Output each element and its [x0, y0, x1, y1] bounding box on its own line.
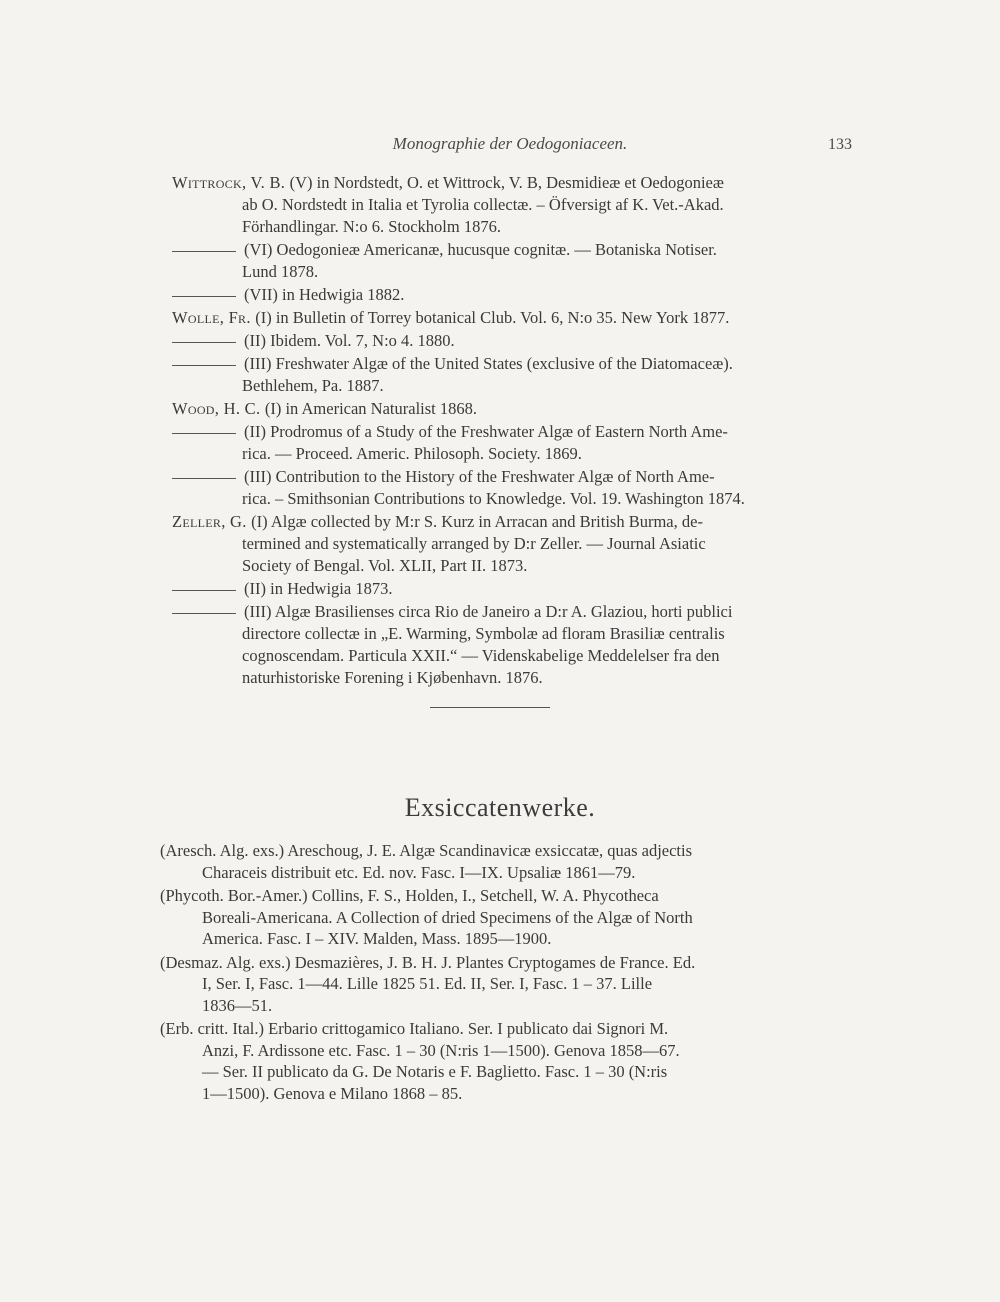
- running-title: Monographie der Oedogoniaceen.: [392, 134, 628, 153]
- reference-entry: [172, 172, 852, 238]
- reference-text: (VI) Oedogonieæ Americanæ, hucusque cognitæ. — Botaniska Notiser.: [244, 240, 717, 259]
- bibliography-list: [172, 172, 852, 690]
- reference-first-line: [172, 511, 852, 533]
- reference-first-line: [172, 398, 852, 420]
- reference-author: Zeller, G.: [172, 512, 252, 531]
- exsiccata-continuation: America. Fasc. I – XIV. Malden, Mass. 1895—1900.: [202, 929, 552, 948]
- page-number: 133: [828, 136, 852, 153]
- exsiccata-first-line: (Phycoth. Bor.-Amer.) Collins, F. S., Holden, I., Setchell, W. A. Phycotheca: [160, 886, 659, 905]
- reference-entry: [172, 578, 852, 600]
- reference-first-line: [172, 239, 852, 261]
- exsiccata-entry: [160, 885, 840, 950]
- exsiccata-first-line: (Aresch. Alg. exs.) Areschoug, J. E. Algæ Scandinavicæ exsiccatæ, quas adjectis: [160, 841, 693, 860]
- exsiccata-continuation: Anzi, F. Ardissone etc. Fasc. 1 – 30 (N:ris 1—1500). Genova 1858—67.: [202, 1040, 680, 1060]
- reference-text: (II) Ibidem. Vol. 7, N:o 4. 1880.: [244, 331, 455, 350]
- exsiccata-first-line: (Erb. critt. Ital.) Erbario crittogamico Italiano. Ser. I publicato dai Signori M.: [160, 1019, 669, 1038]
- reference-entry: [172, 511, 852, 577]
- reference-continuation: cognoscendam. Particula XXII.“ — Videnskabelige Meddelelser fra den: [242, 646, 720, 665]
- reference-author: Wittrock, V. B.: [172, 173, 290, 192]
- reference-continuation: Bethlehem, Pa. 1887.: [242, 376, 384, 395]
- reference-text: (II) Prodromus of a Study of the Freshwater Algæ of Eastern North Ame-: [244, 422, 728, 441]
- reference-text: (I) Algæ collected by M:r S. Kurz in Arracan and British Burma, de-: [251, 512, 703, 531]
- reference-first-line: [172, 330, 852, 352]
- reference-entry: [172, 330, 852, 352]
- section-divider: [430, 707, 550, 708]
- reference-continuation: Lund 1878.: [242, 262, 319, 281]
- reference-text: (III) Freshwater Algæ of the United States (exclusive of the Diatomaceæ).: [244, 354, 733, 373]
- reference-text: (I) in Bulletin of Torrey botanical Club. Vol. 6, N:o 35. New York 1877.: [255, 308, 730, 327]
- page-header: [160, 134, 860, 158]
- exsiccata-continuation: Boreali-Americana. A Collection of dried Specimens of the Algæ of North: [202, 907, 693, 927]
- exsiccata-entry: [160, 952, 840, 1017]
- ditto-dash: [172, 433, 236, 434]
- reference-text: (II) in Hedwigia 1873.: [244, 579, 393, 598]
- exsiccata-continuation: 1—1500). Genova e Milano 1868 – 85.: [202, 1083, 463, 1103]
- reference-author: Wolle, Fr.: [172, 308, 256, 327]
- reference-continuation: ab O. Nordstedt in Italia et Tyrolia collectæ. – Öfversigt af K. Vet.-Akad.: [242, 195, 724, 214]
- ditto-dash: [172, 251, 236, 252]
- reference-first-line: [172, 172, 852, 194]
- reference-first-line: [172, 601, 852, 623]
- reference-first-line: [172, 353, 852, 375]
- reference-first-line: [172, 307, 852, 329]
- reference-continuation: Society of Bengal. Vol. XLII, Part II. 1873.: [242, 556, 528, 575]
- reference-continuation: Förhandlingar. N:o 6. Stockholm 1876.: [242, 217, 501, 236]
- reference-entry: [172, 466, 852, 510]
- exsiccata-continuation: 1836—51.: [202, 995, 273, 1015]
- reference-first-line: [172, 284, 852, 306]
- reference-text: (VII) in Hedwigia 1882.: [244, 285, 405, 304]
- reference-entry: [172, 601, 852, 689]
- section-title: Exsiccatenwerke.: [404, 793, 596, 822]
- reference-continuation: directore collectæ in „E. Warming, Symbolæ ad floram Brasiliæ centralis: [242, 624, 725, 643]
- reference-text: (V) in Nordstedt, O. et Wittrock, V. B, Desmidieæ et Oedogonieæ: [289, 173, 724, 192]
- reference-entry: [172, 398, 852, 420]
- exsiccata-first-line: (Desmaz. Alg. exs.) Desmazières, J. B. H. J. Plantes Cryptogames de France. Ed.: [160, 952, 696, 972]
- exsiccata-entry: [160, 840, 840, 883]
- reference-author: Wood, H. C.: [172, 399, 265, 418]
- ditto-dash: [172, 365, 236, 366]
- reference-continuation: naturhistoriske Forening i Kjøbenhavn. 1876.: [242, 668, 543, 687]
- reference-text: (III) Algæ Brasilienses circa Rio de Janeiro a D:r A. Glaziou, horti publici: [244, 602, 733, 621]
- reference-continuation: termined and systematically arranged by D:r Zeller. — Journal Asiatic: [242, 534, 706, 553]
- exsiccatae-list: [160, 840, 840, 1106]
- ditto-dash: [172, 478, 236, 479]
- exsiccata-continuation: I, Ser. I, Fasc. 1—44. Lille 1825 51. Ed. II, Ser. I, Fasc. 1 – 37. Lille: [202, 974, 653, 993]
- exsiccata-continuation: — Ser. II publicato da G. De Notaris e F. Baglietto. Fasc. 1 – 30 (N:ris: [202, 1062, 668, 1081]
- ditto-dash: [172, 296, 236, 297]
- reference-first-line: [172, 466, 852, 488]
- reference-text: (III) Contribution to the History of the Freshwater Algæ of North Ame-: [244, 467, 715, 486]
- reference-text: (I) in American Naturalist 1868.: [264, 399, 477, 418]
- ditto-dash: [172, 613, 236, 614]
- reference-first-line: [172, 578, 852, 600]
- exsiccata-entry: [160, 1018, 840, 1104]
- reference-entry: [172, 284, 852, 306]
- ditto-dash: [172, 590, 236, 591]
- reference-entry: [172, 307, 852, 329]
- reference-first-line: [172, 421, 852, 443]
- reference-entry: [172, 421, 852, 465]
- reference-entry: [172, 353, 852, 397]
- ditto-dash: [172, 342, 236, 343]
- exsiccata-continuation: Characeis distribuit etc. Ed. nov. Fasc. I—IX. Upsaliæ 1861—79.: [202, 862, 636, 882]
- reference-continuation: rica. — Proceed. Americ. Philosoph. Society. 1869.: [242, 444, 582, 463]
- reference-continuation: rica. – Smithsonian Contributions to Knowledge. Vol. 19. Washington 1874.: [242, 489, 745, 508]
- reference-entry: [172, 239, 852, 283]
